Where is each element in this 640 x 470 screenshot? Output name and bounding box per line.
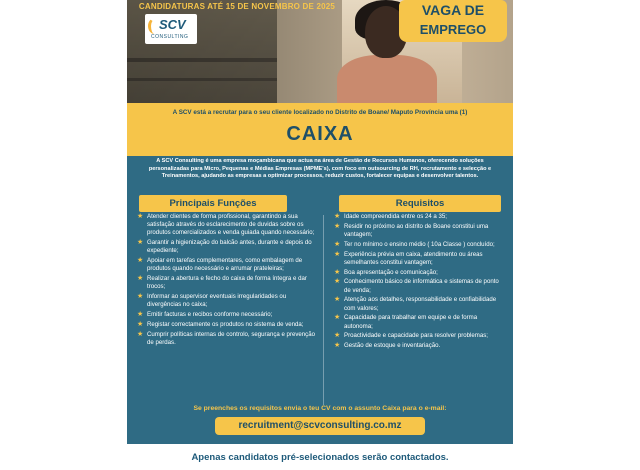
requirements-list [334, 213, 504, 352]
functions-list [137, 213, 317, 349]
column-divider [323, 215, 324, 405]
star-bullet-icon: ★ [334, 240, 341, 248]
application-deadline: CANDIDATURAS ATÉ 15 DE NOVEMBRO DE 2025 [138, 2, 336, 11]
badge-line1: VAGA DE [421, 2, 485, 18]
list-item [137, 239, 317, 255]
list-item-text: Conhecimento básico de informática e sistemas de ponto de venda; [344, 278, 499, 294]
star-bullet-icon: ★ [334, 332, 341, 340]
logo-main-text: SCV [159, 17, 186, 32]
list-item-text: Gestão de estoque e inventariação. [344, 342, 441, 350]
list-item-text: Residir no próximo ao distrito de Boane constitui uma vantagem; [344, 222, 489, 238]
star-bullet-icon: ★ [137, 311, 144, 319]
star-bullet-icon: ★ [137, 321, 144, 328]
list-item [334, 213, 504, 221]
requirements-heading: Requisitos [339, 195, 501, 212]
list-item [137, 321, 317, 329]
list-item-text: Idade compreendida entre os 24 a 35; [344, 213, 447, 220]
list-item-text: Registar correctamente os produtos no sistema de venda; [147, 321, 304, 328]
star-bullet-icon: ★ [137, 213, 144, 220]
star-bullet-icon: ★ [334, 314, 341, 322]
apply-instructions: Se preenches os requisitos envia o teu CV com o assunto Caixa para o e-mail: [193, 405, 447, 412]
star-bullet-icon: ★ [334, 296, 341, 304]
list-item-text: Cumprir políticas internas de controlo, segurança e prevenção de perdas. [147, 330, 316, 346]
list-item [334, 241, 504, 249]
list-item-text: Garantir a higienização do balcão antes, durante e depois do expediente; [147, 239, 312, 255]
list-item [334, 342, 504, 350]
list-item [137, 311, 317, 319]
list-item [137, 213, 317, 238]
position-title: CAIXA [286, 123, 354, 145]
star-bullet-icon: ★ [334, 342, 341, 350]
person-figure [337, 55, 437, 103]
list-item [137, 293, 317, 309]
list-item [334, 296, 504, 312]
list-item-text: Boa apresentação e comunicação; [344, 268, 438, 276]
star-bullet-icon: ★ [334, 268, 341, 276]
star-bullet-icon: ★ [137, 330, 144, 338]
logo-sub-text: CONSULTING [151, 34, 189, 40]
list-item [334, 314, 504, 330]
list-item-text: Proactividade e capacidade para resolver problemas; [344, 332, 488, 340]
recruit-banner [127, 103, 513, 156]
list-item-text: Atender clientes de forma profissional, garantindo a sua satisfação através do esclarecimento de duvidas sobre os produtos comercializados e venda guiada quando necessário; [147, 213, 315, 237]
list-item-text: Ter no mínimo o ensino médio ( 10a Classe ) concluído; [344, 240, 495, 248]
list-item [334, 223, 504, 239]
star-bullet-icon: ★ [137, 293, 144, 301]
footer-note: Apenas candidatos pré-selecionados serão contactados. [191, 452, 449, 463]
star-bullet-icon: ★ [137, 239, 144, 247]
star-bullet-icon: ★ [334, 278, 341, 286]
list-item-text: Emitir facturas e recibos conforme necessário; [147, 311, 273, 319]
list-item-text: Experiência prévia em caixa, atendimento ou áreas semelhantes constitui vantagem; [344, 250, 483, 266]
hero-photo [127, 0, 513, 103]
list-item-text: Realizar a abertura e fecho do caixa de forma íntegra e dar trocos; [147, 275, 307, 291]
list-item [137, 275, 317, 291]
badge-line2: EMPREGO [405, 22, 501, 37]
list-item [334, 251, 504, 267]
star-bullet-icon: ★ [137, 257, 144, 265]
job-poster [127, 0, 513, 444]
list-item [334, 332, 504, 340]
job-badge [399, 0, 507, 42]
star-bullet-icon: ★ [334, 222, 341, 230]
email-link[interactable]: recruitment@scvconsulting.co.mz [215, 417, 425, 435]
star-bullet-icon: ★ [137, 275, 144, 283]
scv-logo [145, 14, 197, 44]
recruit-line: A SCV está a recrutar para o seu cliente localizado no Distrito de Boane/ Maputo Província uma (1) [172, 109, 468, 116]
list-item [137, 331, 317, 347]
list-item [334, 269, 504, 277]
list-item [137, 257, 317, 273]
list-item-text: Apoiar em tarefas complementares, como embalagem de produtos quando necessário e arrumar prateleiras; [147, 257, 303, 273]
functions-heading: Principais Funções [139, 195, 287, 212]
list-item-text: Informar ao supervisor eventuais irregularidades ou divergências no caixa; [147, 293, 287, 309]
list-item-text: Capacidade para trabalhar em equipe e de forma autonoma; [344, 314, 478, 330]
company-intro: A SCV Consulting é uma empresa moçambicana que actua na área de Gestão de Recursos Humanos, oferecendo soluções personalizadas para Micro, Pequenas e Médias Empresas (MPME's), com foco em outsourcing de RH, recrutamento e selecção e Treinamentos, ajudando as empresas a optimizar processos, reduzir custos, fortalecer equipas e desenvolver talentos. [148, 158, 492, 180]
star-bullet-icon: ★ [334, 250, 341, 258]
list-item-text: Atenção aos detalhes, responsabilidade e confiabilidade com valores; [344, 296, 497, 312]
star-bullet-icon: ★ [334, 213, 341, 220]
list-item [334, 278, 504, 294]
